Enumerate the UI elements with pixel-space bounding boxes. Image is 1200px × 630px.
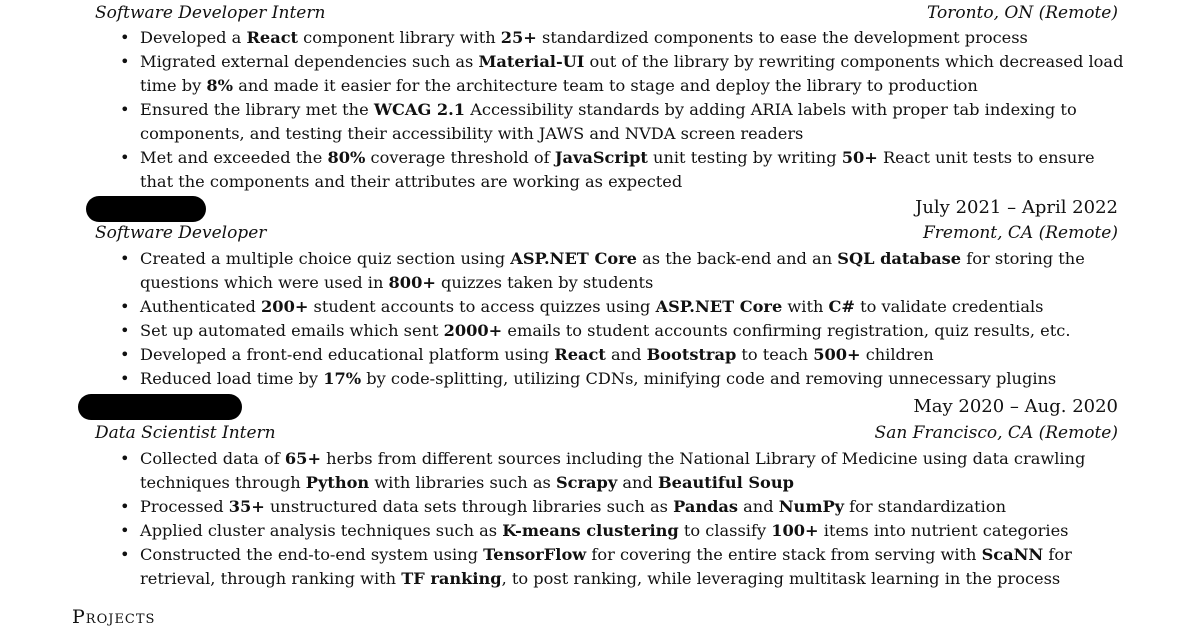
job-header-2	[95, 223, 1118, 243]
job-role: Software Developer	[95, 223, 267, 243]
job-location: Toronto, ON (Remote)	[926, 3, 1118, 23]
bold-term: Scrapy	[555, 473, 618, 492]
bold-term: WCAG 2.1	[373, 100, 466, 119]
bold-term: 200+	[261, 297, 309, 316]
bold-term: Bootstrap	[646, 345, 737, 364]
job-bullets	[116, 26, 1126, 194]
bullet-item: • Developed a React component library with 25+ standardized components to ease the development process	[116, 26, 1126, 50]
bold-term: 2000+	[443, 321, 503, 340]
job-location: Fremont, CA (Remote)	[923, 223, 1118, 243]
job-dates-row-3	[95, 396, 1118, 417]
bullet-item: • Collected data of 65+ herbs from different sources including the National Library of Medicine using data crawling techniques through Python with libraries such as Scrapy and Beautiful Soup	[116, 447, 1126, 495]
job-header-3	[95, 423, 1118, 443]
job-header-1	[95, 3, 1118, 23]
job-dates: May 2020 – Aug. 2020	[913, 396, 1118, 417]
bullet-item: • Ensured the library met the WCAG 2.1 Accessibility standards by adding ARIA labels with proper tab indexing to components, and testing their accessibility with JAWS and NVDA screen readers	[116, 98, 1126, 146]
job-dates: July 2021 – April 2022	[915, 197, 1118, 218]
job-location: San Francisco, CA (Remote)	[874, 423, 1118, 443]
bullet-item: • Applied cluster analysis techniques such as K-means clustering to classify 100+ items into nutrient categories	[116, 519, 1126, 543]
bullet-item: • Migrated external dependencies such as Material-UI out of the library by rewriting components which decreased load time by 8% and made it easier for the architecture team to stage and deploy the library to production	[116, 50, 1126, 98]
bold-term: Material-UI	[478, 52, 585, 71]
job-role: Software Developer Intern	[95, 3, 326, 23]
bullet-item: • Created a multiple choice quiz section using ASP.NET Core as the back-end and an SQL database for storing the questions which were used in 800+ quizzes taken by students	[116, 247, 1126, 295]
bold-term: NumPy	[778, 497, 845, 516]
bold-term: ASP.NET Core	[655, 297, 783, 316]
bullet-item: • Constructed the end-to-end system using TensorFlow for covering the entire stack from serving with ScaNN for retrieval, through ranking with TF ranking, to post ranking, while leveraging multitask learning in the process	[116, 543, 1126, 591]
bold-term: 80%	[327, 148, 366, 167]
bold-term: C#	[828, 297, 855, 316]
bold-term: 50+	[841, 148, 878, 167]
job-bullets	[116, 447, 1126, 591]
bullet-item: • Authenticated 200+ student accounts to access quizzes using ASP.NET Core with C# to validate credentials	[116, 295, 1126, 319]
bold-term: Python	[305, 473, 370, 492]
bold-term: 100+	[771, 521, 819, 540]
bold-term: Beautiful Soup	[657, 473, 794, 492]
bold-term: Pandas	[673, 497, 739, 516]
bullet-item: • Processed 35+ unstructured data sets through libraries such as Pandas and NumPy for standardization	[116, 495, 1126, 519]
bold-term: TF ranking	[401, 569, 502, 588]
bold-term: ASP.NET Core	[510, 249, 637, 268]
bold-term: 500+	[813, 345, 861, 364]
bold-term: 65+	[284, 449, 322, 468]
bold-term: 800+	[388, 273, 436, 292]
job-dates-row-2	[95, 197, 1118, 218]
bold-term: 35+	[228, 497, 265, 516]
bold-term: TensorFlow	[483, 545, 587, 564]
job-bullets	[116, 247, 1126, 391]
bullet-item: • Met and exceeded the 80% coverage threshold of JavaScript unit testing by writing 50+ React unit tests to ensure that the components and their attributes are working as expected	[116, 146, 1126, 194]
bold-term: SQL database	[837, 249, 962, 268]
section-title-projects: Projects	[72, 606, 156, 628]
bold-term: ScaNN	[981, 545, 1044, 564]
bold-term: React	[246, 28, 299, 47]
job-role: Data Scientist Intern	[95, 423, 276, 443]
bold-term: 17%	[323, 369, 362, 388]
bold-term: React	[554, 345, 606, 364]
bold-term: 8%	[206, 76, 234, 95]
bold-term: 25+	[500, 28, 537, 47]
bullet-item: • Reduced load time by 17% by code-splitting, utilizing CDNs, minifying code and removing unnecessary plugins	[116, 367, 1126, 391]
bullet-item: • Set up automated emails which sent 2000+ emails to student accounts confirming registration, quiz results, etc.	[116, 319, 1126, 343]
bold-term: K-means clustering	[502, 521, 679, 540]
bold-term: JavaScript	[554, 148, 648, 167]
bullet-item: • Developed a front-end educational platform using React and Bootstrap to teach 500+ children	[116, 343, 1126, 367]
